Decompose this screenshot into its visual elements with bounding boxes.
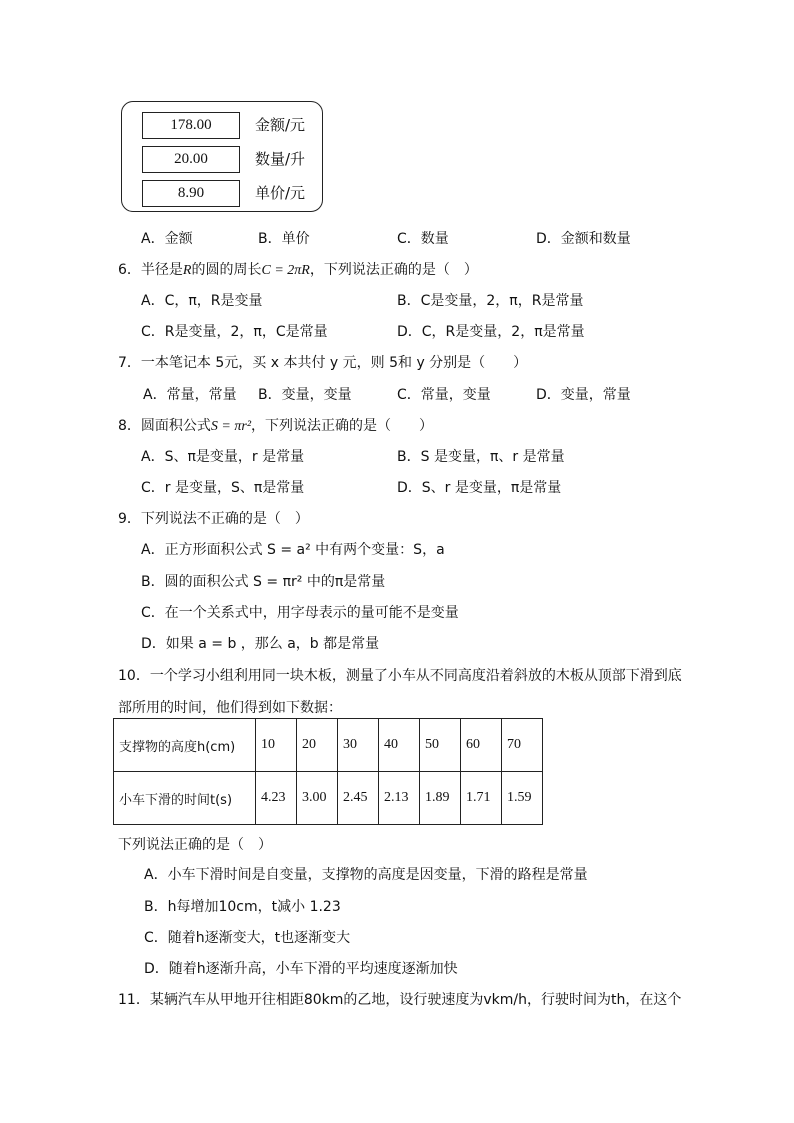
quantity-label: 数量/升 xyxy=(255,150,306,168)
table-cell: 30 xyxy=(338,719,379,772)
q5-option-a: A．金额 xyxy=(141,231,193,247)
q8-option-a: A．S、π是变量，r 是常量 xyxy=(141,449,305,465)
q5-option-c: C．数量 xyxy=(397,231,449,247)
table-row xyxy=(114,719,543,772)
q10-option-b: B．h每增加10cm，t减小 1.23 xyxy=(144,899,341,915)
table-cell: 1.89 xyxy=(420,772,461,825)
table-cell: 20 xyxy=(297,719,338,772)
q6-option-c: C．R是变量，2，π，C是常量 xyxy=(141,324,328,340)
q9-stem: 9．下列说法不正确的是（ ） xyxy=(118,511,309,527)
table-cell: 1.59 xyxy=(502,772,543,825)
table-cell: 70 xyxy=(502,719,543,772)
q7-option-a: A．常量，常量 xyxy=(143,387,237,403)
q7-option-b: B．变量，变量 xyxy=(258,387,352,403)
table-cell: 4.23 xyxy=(256,772,297,825)
q7-option-c: C．常量，变量 xyxy=(397,387,491,403)
q6-option-b: B．C是变量，2，π，R是常量 xyxy=(397,293,584,309)
q6-option-a: A．C，π，R是变量 xyxy=(141,293,263,309)
q7-stem: 7．一本笔记本 5元，买 x 本共付 y 元，则 5和 y 分别是（ ） xyxy=(118,355,528,371)
table-cell: 2.45 xyxy=(338,772,379,825)
table-row xyxy=(114,772,543,825)
fuel-pump-display xyxy=(121,101,323,212)
q9-option-c: C．在一个关系式中，用字母表示的量可能不是变量 xyxy=(141,605,459,621)
q10-option-d: D．随着h逐渐升高，小车下滑的平均速度逐渐加快 xyxy=(144,961,458,977)
table-row-header: 支撑物的高度h(cm) xyxy=(114,719,256,772)
q6-stem: 6．半径是R的圆的周长C = 2πR，下列说法正确的是（ ） xyxy=(118,262,478,278)
table-cell: 60 xyxy=(461,719,502,772)
table-cell: 3.00 xyxy=(297,772,338,825)
table-cell: 2.13 xyxy=(379,772,420,825)
q8-option-b: B．S 是变量，π、r 是常量 xyxy=(397,449,565,465)
q6-option-d: D．C，R是变量，2，π是常量 xyxy=(397,324,585,340)
amount-label: 金额/元 xyxy=(255,116,306,134)
q10-stem-line2: 部所用的时间，他们得到如下数据： xyxy=(118,700,342,716)
q10-stem-line1: 10．一个学习小组利用同一块木板，测量了小车从不同高度沿着斜放的木板从顶部下滑到底 xyxy=(118,668,682,684)
table-row-header: 小车下滑的时间t(s) xyxy=(114,772,256,825)
q11-stem: 11．某辆汽车从甲地开往相距80km的乙地，设行驶速度为vkm/h，行驶时间为th，在这个 xyxy=(118,992,682,1008)
unit-price-value: 8.90 xyxy=(142,180,240,207)
table-cell: 40 xyxy=(379,719,420,772)
q8-option-c: C．r 是变量，S、π是常量 xyxy=(141,480,305,496)
amount-value: 178.00 xyxy=(142,112,240,139)
q7-option-d: D．变量，常量 xyxy=(536,387,631,403)
q9-option-b: B．圆的面积公式 S = πr² 中的π是常量 xyxy=(141,574,386,590)
quantity-value: 20.00 xyxy=(142,146,240,173)
q10-question: 下列说法正确的是（ ） xyxy=(118,837,272,853)
q9-option-a: A．正方形面积公式 S = a² 中有两个变量：S，a xyxy=(141,542,445,558)
table-cell: 1.71 xyxy=(461,772,502,825)
q5-option-d: D．金额和数量 xyxy=(536,231,631,247)
q5-option-b: B．单价 xyxy=(258,231,310,247)
q8-stem: 8．圆面积公式S = πr²，下列说法正确的是（ ） xyxy=(118,418,434,434)
q9-option-d: D．如果 a = b ，那么 a，b 都是常量 xyxy=(141,636,380,652)
unit-price-label: 单价/元 xyxy=(255,184,306,202)
q10-option-a: A．小车下滑时间是自变量，支撑物的高度是因变量，下滑的路程是常量 xyxy=(144,867,588,883)
table-cell: 50 xyxy=(420,719,461,772)
data-table xyxy=(113,718,543,825)
q8-option-d: D．S、r 是变量，π是常量 xyxy=(397,480,562,496)
table-cell: 10 xyxy=(256,719,297,772)
q10-option-c: C．随着h逐渐变大，t也逐渐变大 xyxy=(144,930,351,946)
